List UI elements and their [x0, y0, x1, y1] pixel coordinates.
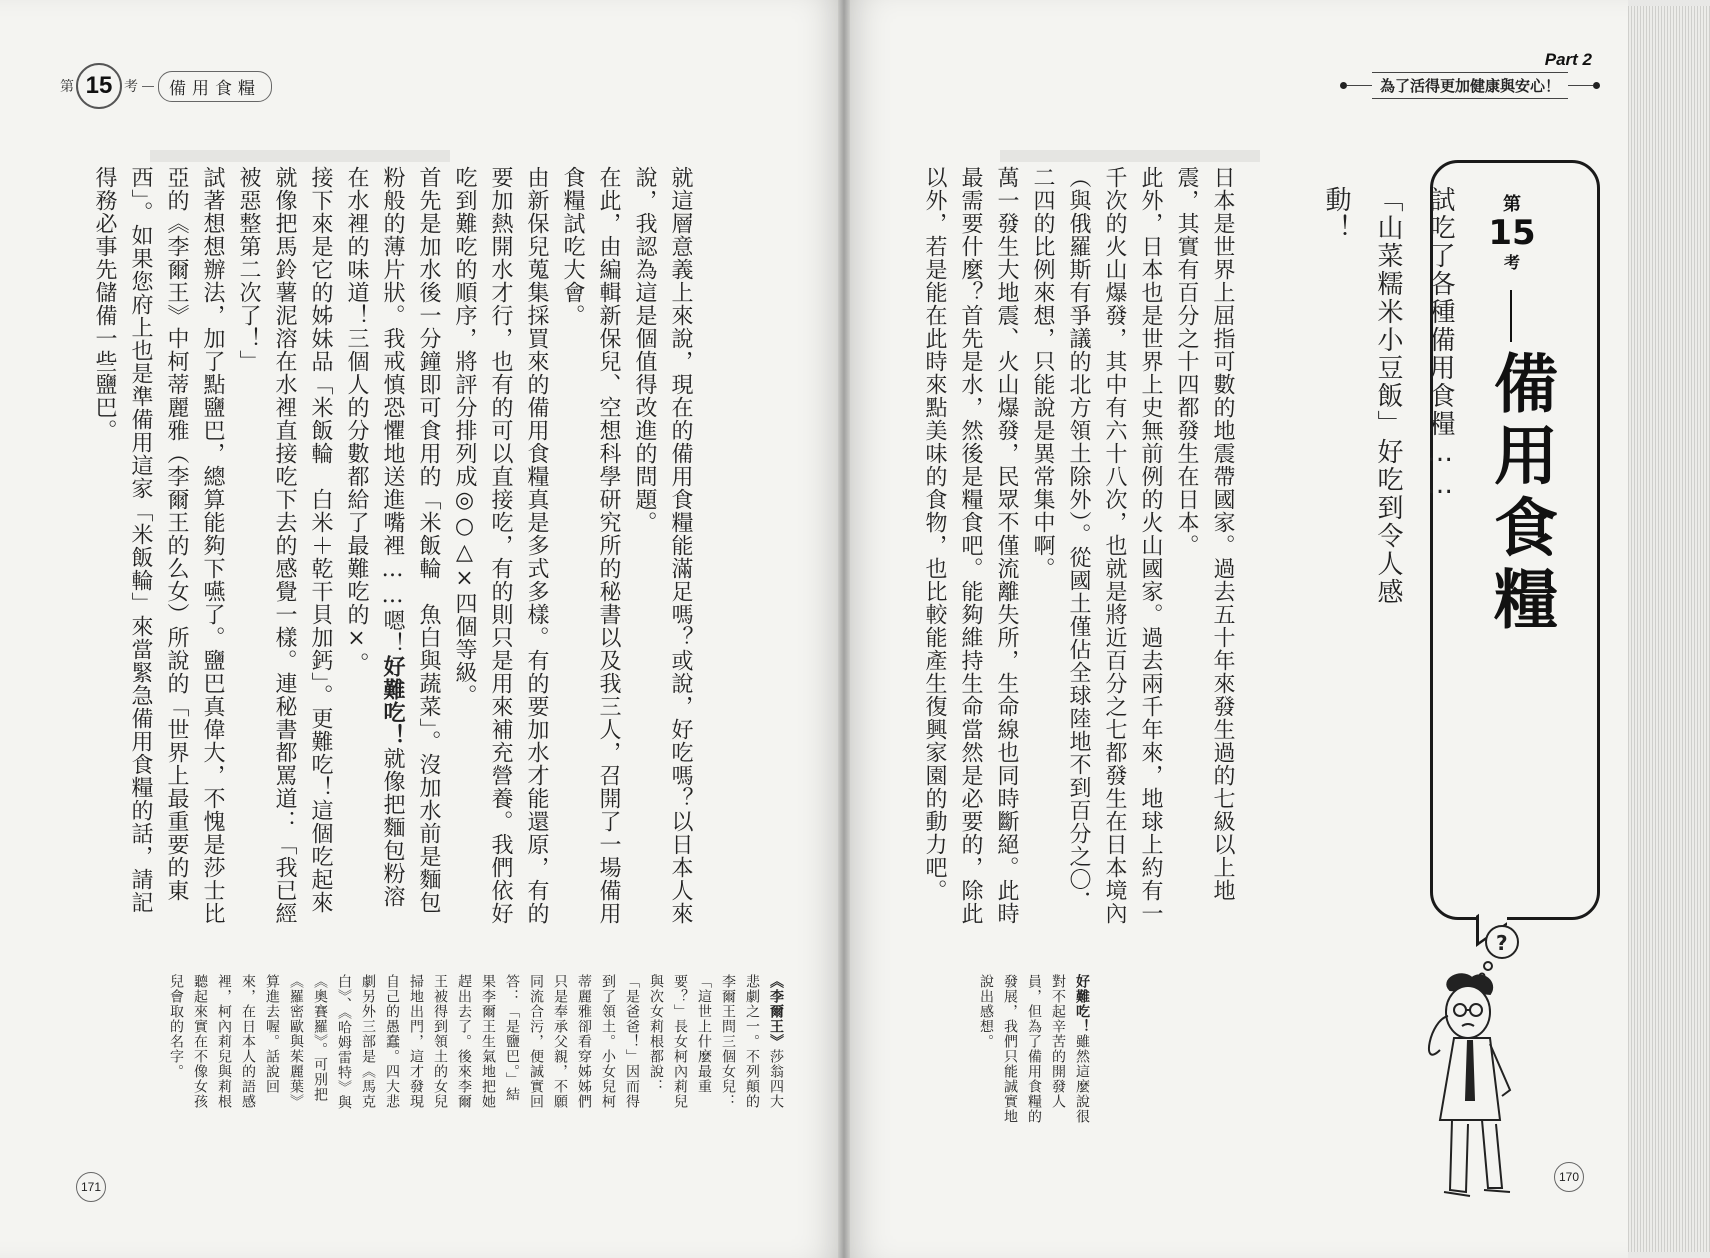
page-number-left: 171: [76, 1172, 106, 1202]
paragraph-text: 就像把麵包粉溶在水裡的味道！三個人的分數都給了最難吃的×。: [344, 166, 405, 908]
paragraph: 萬一發生大地震、火山爆發，民眾不僅流離失所，生命線也同時斷絕。此時最需要什麼？首先是水，然後是糧食吧。能夠維持生命當然是必要的，除此以外，若是能在此時來點美味的食物，也比較能產生復興家園的動力吧。: [922, 166, 1019, 925]
footnote-title: 《李爾王》: [768, 974, 784, 1049]
footnote-king-lear: [138, 974, 788, 1114]
footnote-bad-taste: [944, 974, 1094, 1124]
divider: [1347, 85, 1372, 86]
running-header-suffix: 考: [124, 79, 138, 95]
running-header-prefix: 第: [60, 79, 74, 95]
emphasis-text: 好難吃！: [380, 655, 405, 747]
part-subtitle: 為了活得更加健康與安心！: [1372, 72, 1568, 99]
bullet-icon: [1593, 82, 1600, 89]
paragraph: 日本是世界上屈指可數的地震帶國家。過去五十年來發生過的七級以上地震，其實有百分之十四都發生在日本。: [1174, 166, 1235, 902]
book-gutter: [838, 0, 850, 1258]
footnote: [164, 974, 788, 1114]
divider: [1568, 85, 1593, 86]
paragraph: 在此，由編輯新保兒、空想科學研究所的秘書以及我三人，召開了一場備用食糧試吃大會。: [560, 166, 621, 925]
chapter-number-value: 15: [1488, 213, 1536, 253]
paragraph: [338, 166, 446, 926]
paragraph: 由新保兒蒐集採買來的備用食糧真是多式多樣。有的要加水才能還原，有的要加熱開水才行，也有的可以直接吃，有的則只是用來補充營養。我們依好吃到難吃的順序，將評分排列成◎○△×四個等級。: [452, 166, 549, 925]
page-edges: [1628, 6, 1710, 1252]
right-running-header: [1340, 50, 1600, 99]
chapter-number: [1456, 190, 1568, 273]
paragraph: 就這層意義上來說，現在的備用食糧能滿足嗎？或說，好吃嗎？以日本人來說，我認為這是個值得改進的問題。: [632, 166, 693, 925]
paragraph: 此外，日本也是世界上史無前例的火山國家。過去兩千年來，地球上約有一千次的火山爆發，其中有六十八次，也就是將近百分之七都發生在日本境內（與俄羅斯有爭議的北方領土除外）。從國土僅佔全球陸地不到百分之〇．二四的比例來想，只能說是異常集中啊。: [1030, 166, 1163, 925]
chapter-title: 備用食糧: [1483, 350, 1557, 638]
part-label: Part 2: [1544, 50, 1592, 69]
scan-shadow: [1000, 150, 1260, 162]
paragraph: 試著想想辦法，加了點鹽巴，總算能夠下嚥了。鹽巴真偉大，不愧是莎士比亞的《李爾王》中柯蒂麗雅（李爾王的么女）所說的「世界上最重要的東西」。如果您府上也是準備用這家「米飯輪」來當緊急備用食糧的話，請記得務必事先儲備一些鹽巴。: [92, 166, 225, 925]
chapter-prefix: 第: [1503, 194, 1521, 215]
footnote-title: 好難吃！: [1074, 974, 1090, 1034]
paragraph-text: 首先是加水後一分鐘即可食用的「米飯輪 魚白與蔬菜」。沒加水前是麵包粉般的薄片狀。我戒慎恐懼地送進嘴裡……嗯！: [380, 166, 441, 914]
left-body-text: [92, 166, 698, 926]
question-mark-icon: ?: [1496, 931, 1508, 955]
right-body-text: [922, 166, 1240, 926]
bullet-icon: [1340, 82, 1347, 89]
divider: [1510, 290, 1512, 342]
left-running-header: [60, 64, 272, 108]
chapter-suffix: 考: [1503, 253, 1520, 272]
scan-shadow: [150, 150, 450, 162]
footnote-text: 莎翁四大悲劇之一。不列顛的李爾王問三個女兒：「這世上什麼最重要？」長女柯內莉兒與次女莉根都說：「是爸爸！」因而得到了領土。小女兒柯蒂麗雅卻看穿姊姊們只是奉承父親，不願同流合污，便誠實回答：「是鹽巴。」結果李爾王生氣地把她趕出去了。後來李爾王被得到領土的女兒掃地出門，這才發現自己的愚蠢。四大悲劇另外三部是《馬克白》、《哈姆雷特》與《奧賽羅》。可別把《羅密歐與茱麗葉》算進去喔。話說回來，在日本人的語感裡，柯內莉兒與莉根聽起來實在不像女孩兒會取的名字。: [168, 974, 784, 1110]
footnote-text: 雖然這麼說很對不起辛苦的開發人員，但為了備用食糧的發展，我們只能誠實地說出感想。: [978, 974, 1090, 1124]
running-header-chapter-number: 15: [76, 63, 122, 109]
page-number-right: 170: [1554, 1162, 1584, 1192]
part-subtitle-bar: [1340, 72, 1600, 99]
subtitle-line: 試吃了各種備用食糧……: [1425, 186, 1455, 502]
paragraph: 接下來是它的姊妹品「米飯輪 白米＋乾干貝加鈣」。更難吃！這個吃起來就像把馬鈴薯泥溶在水裡直接吃下去的感覺一樣。連秘書都罵道：「我已經被惡整第二次了！」: [236, 166, 333, 925]
divider: [142, 86, 154, 87]
footnote: [974, 974, 1094, 1124]
running-header-title: 備用食糧: [158, 71, 272, 102]
subtitle-line: 「山菜糯米小豆飯」好吃到令人感動！: [1321, 186, 1403, 606]
chapter-subtitle: [1310, 186, 1466, 646]
